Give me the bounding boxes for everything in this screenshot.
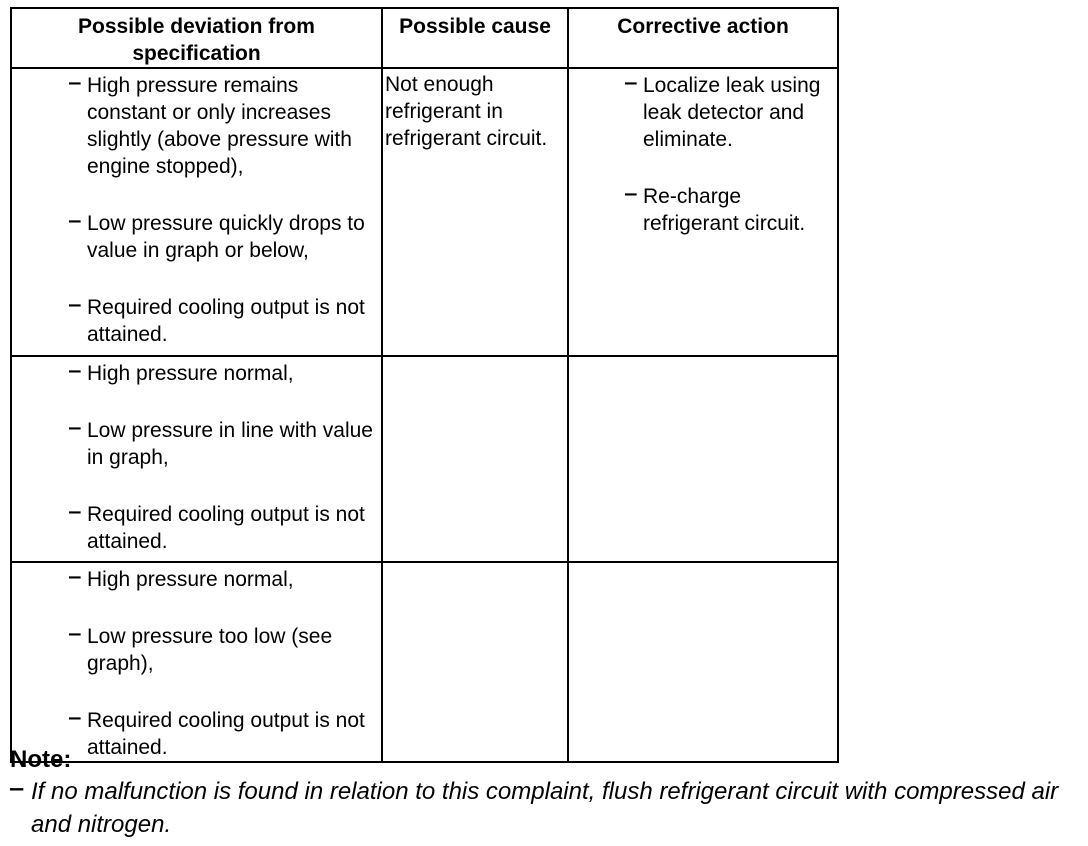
table-header-row xyxy=(11,8,838,68)
deviation-text: Required cooling output is not attained. xyxy=(87,296,365,346)
deviation-cell xyxy=(11,68,382,356)
action-list xyxy=(569,72,837,237)
dash-bullet-icon: ‒ xyxy=(69,71,81,94)
note-text: If no malfunction is found in relation to this complaint, flush refrigerant circuit with compressed air and nitrogen. xyxy=(31,778,1059,838)
action-cell xyxy=(568,562,838,762)
action-cell xyxy=(568,68,838,356)
header-deviation: Possible deviation from specification xyxy=(11,8,382,68)
note-title: Note: xyxy=(10,746,72,773)
list-item xyxy=(12,623,381,677)
list-item xyxy=(12,417,381,471)
list-item xyxy=(12,294,381,348)
deviation-text: Low pressure too low (see graph), xyxy=(87,625,333,675)
list-item xyxy=(569,72,837,153)
dash-bullet-icon: ‒ xyxy=(69,209,81,232)
list-item xyxy=(569,183,837,237)
list-item xyxy=(12,566,381,593)
dash-bullet-icon: ‒ xyxy=(625,71,637,94)
list-item xyxy=(12,72,381,180)
deviation-text: High pressure normal, xyxy=(87,362,294,385)
table-row xyxy=(11,68,838,356)
deviation-text: Required cooling output is not attained. xyxy=(87,709,365,759)
diagnosis-table xyxy=(10,7,839,763)
action-text: Localize leak using leak detector and eliminate. xyxy=(643,74,821,151)
cause-cell: Not enough refrigerant in refrigerant circuit. xyxy=(382,68,568,356)
deviation-list xyxy=(12,360,381,555)
deviation-cell xyxy=(11,356,382,562)
deviation-text: High pressure normal, xyxy=(87,568,294,591)
cause-cell xyxy=(382,356,568,562)
table-row xyxy=(11,562,838,762)
list-item xyxy=(12,210,381,264)
deviation-text: Low pressure quickly drops to value in graph or below, xyxy=(87,212,365,262)
deviation-list xyxy=(12,72,381,348)
deviation-list xyxy=(12,566,381,761)
table-row xyxy=(11,356,838,562)
dash-bullet-icon: ‒ xyxy=(69,565,81,588)
header-action: Corrective action xyxy=(568,8,838,68)
deviation-text: Required cooling output is not attained. xyxy=(87,503,365,553)
dash-bullet-icon: ‒ xyxy=(69,706,81,729)
deviation-text: Low pressure in line with value in graph, xyxy=(87,419,373,469)
dash-bullet-icon: ‒ xyxy=(10,775,24,802)
cause-cell xyxy=(382,562,568,762)
header-cause: Possible cause xyxy=(382,8,568,68)
dash-bullet-icon: ‒ xyxy=(69,416,81,439)
dash-bullet-icon: ‒ xyxy=(69,359,81,382)
list-item xyxy=(12,501,381,555)
dash-bullet-icon: ‒ xyxy=(69,622,81,645)
dash-bullet-icon: ‒ xyxy=(69,500,81,523)
action-text: Re-charge refrigerant circuit. xyxy=(643,185,806,235)
note-block xyxy=(10,745,1080,841)
dash-bullet-icon: ‒ xyxy=(69,293,81,316)
list-item xyxy=(12,360,381,387)
dash-bullet-icon: ‒ xyxy=(625,182,637,205)
deviation-text: High pressure remains constant or only increases slightly (above pressure with engine stopped), xyxy=(87,74,352,178)
action-cell xyxy=(568,356,838,562)
deviation-cell xyxy=(11,562,382,762)
note-item xyxy=(10,775,1080,841)
